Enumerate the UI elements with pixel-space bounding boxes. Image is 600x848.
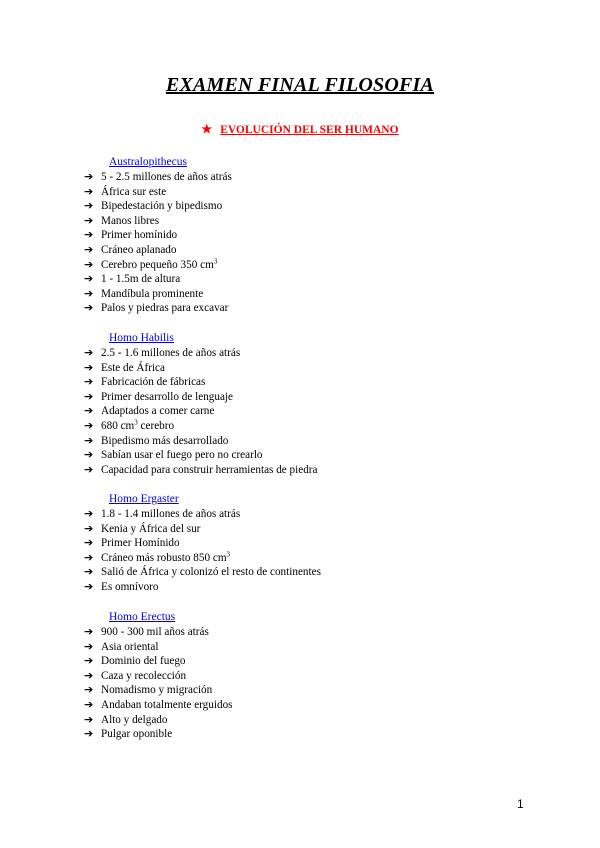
arrow-right-icon: ➔ [84,375,94,389]
star-icon: ★ [201,122,213,136]
arrow-right-icon: ➔ [84,213,94,227]
list-item [84,654,564,669]
list-item [84,375,564,390]
group-title-link[interactable]: Homo Ergaster [109,493,179,505]
arrow-right-icon: ➔ [84,433,94,447]
group-homo-ergaster [84,492,564,595]
list-item [84,522,564,537]
list-item-text: Primer homínido [101,229,178,242]
list-item [84,551,564,566]
list-item [84,301,564,316]
arrow-right-icon: ➔ [84,272,94,286]
list-item [84,170,564,185]
arrow-right-icon: ➔ [84,639,94,653]
arrow-right-icon: ➔ [84,550,94,564]
list-item-text: Fabricación de fábricas [101,376,206,389]
section-heading [0,122,600,137]
arrow-right-icon: ➔ [84,697,94,711]
list-item [84,258,564,273]
list-item [84,228,564,243]
arrow-right-icon: ➔ [84,242,94,256]
list-item [84,507,564,522]
list-item-text: Primer desarrollo de lenguaje [101,390,234,403]
arrow-right-icon: ➔ [84,683,94,697]
list-item-text: Bipedestación y bipedismo [101,200,223,213]
list-item [84,404,564,419]
list-item-text: Pulgar oponible [101,728,173,741]
list-item-text: Salió de África y colonizó el resto de continentes [101,566,321,579]
list-item-text: 1 - 1.5m de altura [101,273,181,286]
list-item [84,669,564,684]
list-item-text: Alto y delgado [101,713,168,726]
list-item-text: Cerebro pequeño 350 $cm^3$ [101,256,218,271]
list-item-text: Nomadismo y migración [101,684,213,697]
arrow-right-icon: ➔ [84,170,94,183]
list-item-text: Cráneo más robusto 850 $cm^3$ [101,550,231,564]
arrow-right-icon: ➔ [84,404,94,418]
list-item [84,536,564,551]
arrow-right-icon: ➔ [84,448,94,462]
group-title-link[interactable]: Homo Habilis [109,332,174,344]
arrow-right-icon: ➔ [84,668,94,682]
list-item [84,243,564,258]
arrow-right-icon: ➔ [84,228,94,242]
list-item-text: Capacidad para construir herramientas de piedra [101,463,318,476]
list-item-text: 1.8 - 1.4 millones de años atrás [101,508,241,520]
arrow-right-icon: ➔ [84,536,94,550]
list-item-text: Kenia y África del sur [101,522,201,535]
list-item-text: 680 $cm^3$ cerebro [101,418,175,432]
list-item [84,565,564,580]
list-item [84,214,564,229]
list-item-text: Andaban totalmente erguidos [101,698,233,711]
list-item-text: Este de África [101,361,165,374]
list-item-text: Primer Homínido [101,537,180,550]
list-item [84,727,564,742]
list-item-text: Manos libres [101,214,160,227]
list-item [84,390,564,405]
list-item-text: Dominio del fuego [101,655,186,668]
list-item-text: Sabían usar el fuego pero no crearlo [101,449,263,462]
list-item [84,272,564,287]
list-item [84,640,564,655]
arrow-right-icon: ➔ [84,360,94,374]
list-item-text: 2.5 - 1.6 millones de años atrás [101,347,241,359]
list-item [84,361,564,376]
list-item [84,287,564,302]
list-item [84,448,564,463]
list-item [84,683,564,698]
list-item [84,419,564,434]
arrow-right-icon: ➔ [84,579,94,593]
arrow-right-icon: ➔ [84,346,94,359]
list-item [84,625,564,640]
arrow-right-icon: ➔ [84,184,94,198]
list-item-text: Caza y recolección [101,669,187,682]
group-homo-habilis [84,331,564,477]
list-item-text: Cráneo aplanado [101,243,177,256]
arrow-right-icon: ➔ [84,462,94,476]
arrow-right-icon: ➔ [84,418,94,432]
arrow-right-icon: ➔ [84,389,94,403]
arrow-right-icon: ➔ [84,625,94,638]
group-title-link[interactable]: Homo Erectus [109,611,176,623]
list-item-text: Adaptados a comer carne [101,405,215,418]
arrow-right-icon: ➔ [84,521,94,535]
list-item [84,199,564,214]
list-item [84,713,564,728]
group-australopithecus [84,155,564,316]
list-item-text: Asia oriental [101,640,159,653]
arrow-right-icon: ➔ [84,654,94,668]
group-homo-erectus [84,610,564,742]
arrow-right-icon: ➔ [84,199,94,213]
list-item [84,185,564,200]
list-item [84,463,564,478]
list-item-text: Es omnívoro [101,580,159,593]
arrow-right-icon: ➔ [84,301,94,315]
list-item-text: Bipedismo más desarrollado [101,434,229,447]
list-item [84,434,564,449]
arrow-right-icon: ➔ [84,727,94,741]
group-title-link[interactable]: Australopithecus [109,156,187,168]
list-item-text: 5 - 2.5 millones de años atrás [101,171,232,183]
arrow-right-icon: ➔ [84,712,94,726]
document-title: EXAMEN FINAL FILOSOFIA [165,74,435,96]
list-item [84,698,564,713]
arrow-right-icon: ➔ [84,257,94,271]
arrow-right-icon: ➔ [84,507,94,520]
arrow-right-icon: ➔ [84,565,94,579]
list-item [84,346,564,361]
section-heading-label: EVOLUCIÓN DEL SER HUMANO [220,124,399,136]
page-number: 1 [517,797,524,811]
list-item-text: Palos y piedras para excavar [101,302,229,315]
list-item-text: 900 - 300 mil años atrás [101,626,209,638]
list-item-text: África sur este [101,185,167,198]
list-item [84,580,564,595]
list-item-text: Mandíbula prominente [101,287,204,300]
arrow-right-icon: ➔ [84,286,94,300]
